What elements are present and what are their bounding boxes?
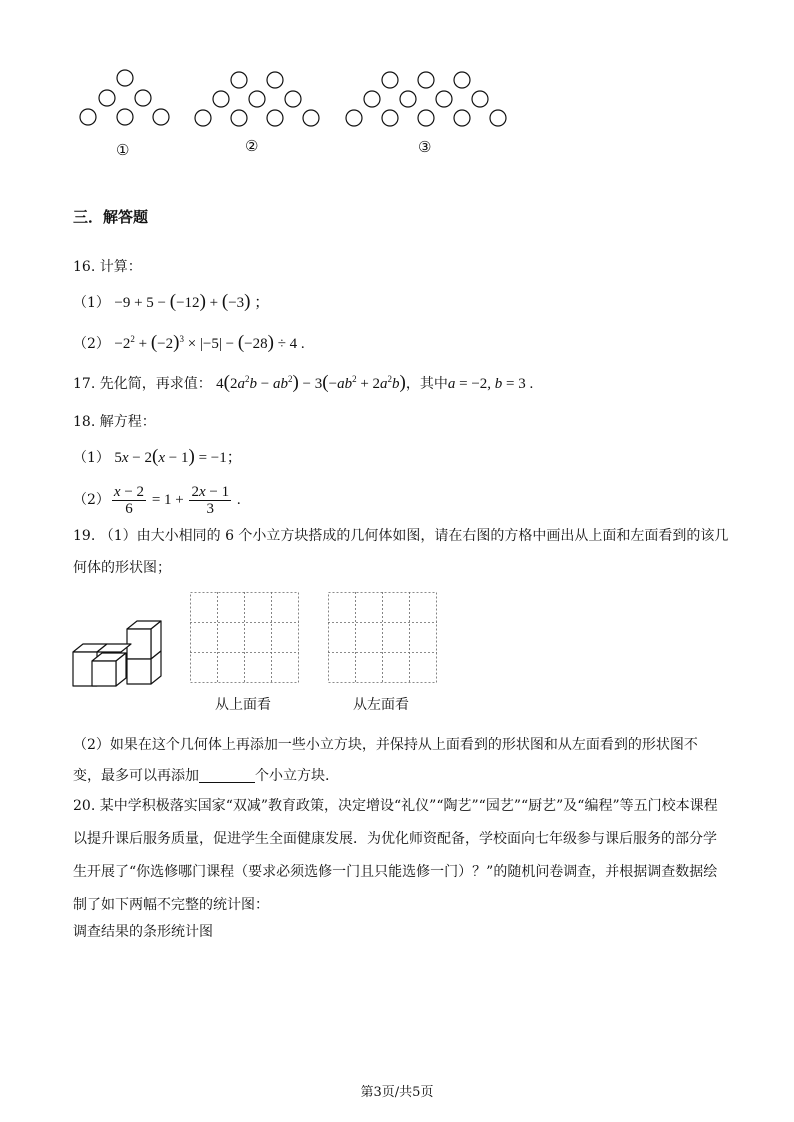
page-footer: 第3页/共5页 [360, 1085, 434, 1100]
q18-title: 18. 解方程： [73, 414, 156, 430]
q16-title: 16. 计算： [73, 259, 142, 275]
section-title: 三．解答题 [73, 208, 149, 226]
grid-view-left[interactable] [328, 592, 438, 684]
q19-part2-line2: 变，最多可以再添加 个小立方块. [73, 768, 330, 784]
q18-part1: （1） 5x − 2(x − 1) = −1； [73, 446, 242, 467]
q19-part2-line1: （2）如果在这个几何体上再添加一些小立方块，并保持从上面看到的形状图和从左面看到的形状图不 [73, 737, 698, 753]
figure-label-1: ① [116, 141, 130, 159]
cube-solid-figure [70, 618, 170, 693]
q16-part1: （1） −9 + 5 − (−12) + (−3) ； [73, 291, 270, 312]
q19-line2: 何体的形状图； [73, 560, 171, 576]
q17: 17. 先化简，再求值： $4(2a^2b - ab^2) - 3(-ab^2 + 2a^2b)$，其中a = −2, b = 3 . [73, 372, 534, 393]
circle-pattern-figure [70, 60, 520, 160]
grid-top-label: 从上面看 [215, 697, 271, 713]
answer-blank[interactable] [199, 768, 255, 783]
q18-part2: （2） $\frac{x - 2}{6}$ = 1 + $\frac{2x - 1}{3}$ . [73, 483, 241, 517]
q19-line1: 19. （1）由大小相同的 6 个小立方块搭成的几何体如图，请在右图的方格中画出从上面和左面看到的该几 [73, 528, 729, 544]
figure-label-3: ③ [418, 138, 432, 156]
figure-label-2: ② [245, 137, 259, 155]
grid-view-top[interactable] [190, 592, 300, 684]
q20-text: 20. 某中学积极落实国家“双减”教育政策，决定增设“礼仪”“陶艺”“园艺”“厨艺”及“编程”等五门校本课程以提升课后服务质量，促进学生全面健康发展．为优化师资配备，学校面向七年级参与课后服务的部分学生开展了“你选修哪门课程（要求必须选修一门且只能选修一门）？”的随机问卷调查，并根据调查数据绘制了如下两幅不完整的统计图： [73, 798, 718, 913]
q16-part2: $(2) -2^2 + (-2)^3 \times |-5| - (-28) \div 4$ . [73, 332, 305, 353]
chart-caption: 调查结果的条形统计图 [73, 924, 213, 940]
grid-left-label: 从左面看 [353, 697, 409, 713]
